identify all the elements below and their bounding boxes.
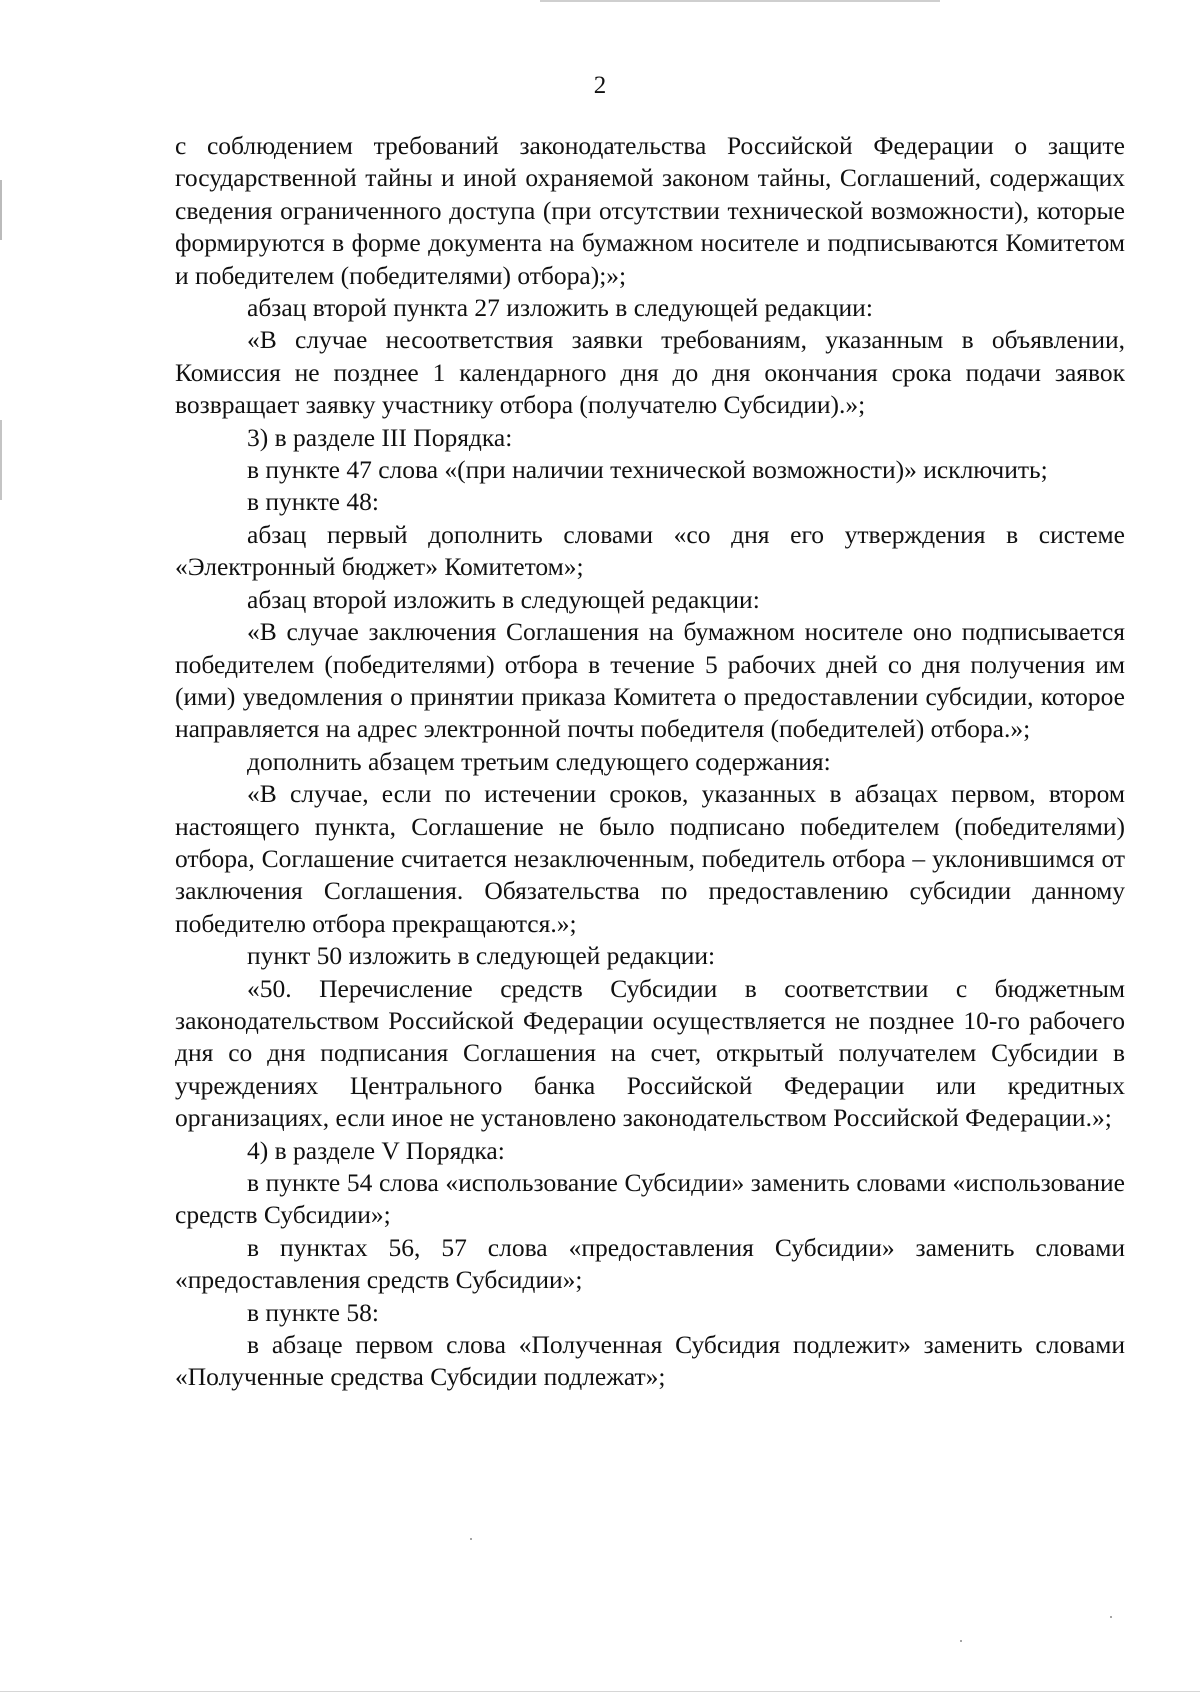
paragraph-7: абзац первый дополнить словами «со дня его утверждения в системе «Электронный бюджет» Комитетом»;: [175, 519, 1125, 582]
scan-speck: [470, 1538, 472, 1540]
scan-speck: [960, 1640, 962, 1642]
scan-speck: [1110, 1616, 1112, 1618]
paragraph-13: «50. Перечисление средств Субсидии в соответствии с бюджетным законодательством Российской Федерации осуществляется не позднее 10-го рабочего дня со дня подписания Соглашения на счет, открытый получателем Субсидии в учреждениях Центрального банка Российской Федерации или кредитных организациях, если иное не установлено законодательством Российской Федерации.»;: [175, 973, 1125, 1133]
document-body: [175, 130, 1125, 1394]
paragraph-17: в пункте 58:: [247, 1297, 379, 1327]
paragraph-2: абзац второй пункта 27 изложить в следующей редакции:: [247, 293, 873, 323]
paragraph-15: в пункте 54 слова «использование Субсидии» заменить словами «использование средств Субсидии»;: [175, 1168, 1125, 1230]
paragraph-10: дополнить абзацем третьим следующего содержания:: [247, 746, 831, 776]
paragraph-16: в пунктах 56, 57 слова «предоставления Субсидии» заменить словами «предоставления средств Субсидии»;: [175, 1232, 1125, 1295]
scan-edge-bottom: [0, 1691, 1200, 1692]
paragraph-8: абзац второй изложить в следующей редакции:: [247, 584, 760, 614]
paragraph-5: в пункте 47 слова «(при наличии технической возможности)» исключить;: [247, 455, 1048, 485]
paragraph-11: «В случае, если по истечении сроков, указанных в абзацах первом, втором настоящего пункта, Соглашение не было подписано победителем (победителями) отбора, Соглашение считается незаключенным, победитель отбора – уклонившимся от заключения Соглашения. Обязательства по предоставлению субсидии данному победителю отбора прекращаются.»;: [175, 779, 1125, 938]
paragraph-12: пункт 50 изложить в следующей редакции:: [247, 941, 716, 971]
paragraph-1: с соблюдением требований законодательства Российской Федерации о защите государственной тайны и иной охраняемой законом тайны, Соглашений, содержащих сведения ограниченного доступа (при отсутствии технической возможности), которые формируются в форме документа на бумажном носителе и подписываются Комитетом и победителем (победителями) отбора);»;: [175, 131, 1125, 290]
scan-edge-left-lower: [0, 420, 2, 500]
paragraph-4: 3) в разделе III Порядка:: [247, 422, 513, 452]
scan-edge-left: [0, 180, 2, 240]
paragraph-18: в абзаце первом слова «Полученная Субсидия подлежит» заменить словами «Полученные средства Субсидии подлежат»;: [175, 1330, 1125, 1392]
paragraph-14: 4) в разделе V Порядка:: [247, 1135, 505, 1165]
paragraph-6: в пункте 48:: [247, 487, 379, 517]
scan-edge-top: [540, 0, 940, 2]
paragraph-9: «В случае заключения Соглашения на бумажном носителе оно подписывается победителем (победителями) отбора в течение 5 рабочих дней со дня получения им (ими) уведомления о принятии приказа Комитета о предоставлении субсидии, которое направляется на адрес электронной почты победителя (победителей) отбора.»;: [175, 617, 1125, 744]
paragraph-3: «В случае несоответствия заявки требованиям, указанным в объявлении, Комиссия не позднее 1 календарного дня до дня окончания срока подачи заявок возвращает заявку участнику отбора (получателю Субсидии).»;: [175, 325, 1125, 420]
page-number: 2: [593, 72, 607, 99]
